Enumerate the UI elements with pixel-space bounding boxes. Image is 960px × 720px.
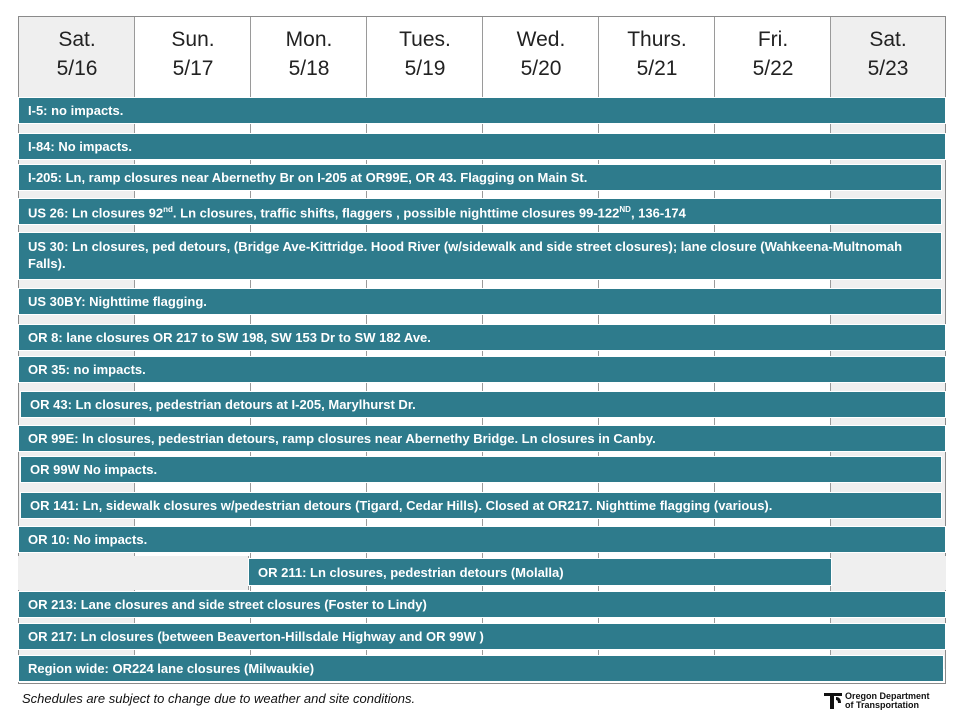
closure-row-or8 (18, 324, 946, 351)
closure-row-or217 (18, 623, 946, 650)
empty-cell (18, 556, 135, 590)
day-date: 5/21 (636, 57, 678, 80)
day-header (483, 17, 599, 97)
closure-row-or141 (20, 492, 942, 519)
day-header (831, 17, 945, 97)
day-name: Sat. (58, 28, 96, 51)
closure-row-or10 (18, 526, 946, 553)
closure-row-i84 (18, 133, 946, 160)
closure-text: OR 8: lane closures OR 217 to SW 198, SW 153 Dr to SW 182 Ave. (28, 330, 431, 345)
logo-line-1: Oregon Department (845, 691, 930, 701)
day-header (135, 17, 251, 97)
closure-text: OR 217: Ln closures (between Beaverton-Hillsdale Highway and OR 99W ) (28, 629, 484, 644)
logo-line-2: of Transportation (845, 700, 919, 710)
closure-text: OR 211: Ln closures, pedestrian detours (Molalla) (258, 564, 564, 580)
day-date: 5/20 (520, 57, 562, 80)
day-date: 5/22 (752, 57, 794, 80)
empty-cell (134, 556, 249, 590)
odot-logo (824, 690, 948, 712)
closure-text: OR 213: Lane closures and side street closures (Foster to Lindy) (28, 597, 427, 612)
day-name: Mon. (285, 28, 333, 51)
odot-logo-icon (824, 692, 842, 710)
day-name: Wed. (516, 28, 566, 51)
odot-logo-text (845, 692, 930, 710)
empty-cell (832, 556, 946, 590)
closure-row-i5 (18, 97, 946, 124)
closure-row-region-wide (18, 655, 944, 682)
closure-row-us30by (18, 288, 942, 315)
closure-text: OR 10: No impacts. (28, 532, 148, 547)
closure-row-us26 (18, 198, 942, 225)
closure-text: US 26: Ln closures 92nd. Ln closures, traffic shifts, flaggers , possible nighttime closures 99-122ND, 136-174 (28, 205, 686, 221)
closure-text: OR 99W No impacts. (30, 462, 158, 477)
closure-row-or43 (20, 391, 946, 418)
day-header (251, 17, 367, 97)
closure-text: US 30: Ln closures, ped detours, (Bridge Ave-Kittridge. Hood River (w/sidewalk and side street closures); lane closure (Wahkeena-Multnomah Falls). (28, 239, 903, 271)
day-date: 5/17 (172, 57, 214, 80)
day-date: 5/16 (56, 57, 98, 80)
closure-row-i205 (18, 164, 942, 191)
closure-row-or35 (18, 356, 946, 383)
day-date: 5/18 (288, 57, 330, 80)
day-header (367, 17, 483, 97)
closure-text: I-5: no impacts. (28, 103, 124, 118)
closure-row-or99e (18, 425, 946, 452)
day-name: Sun. (171, 28, 215, 51)
day-date: 5/23 (867, 57, 909, 80)
closure-text: I-84: No impacts. (28, 139, 133, 154)
day-header (599, 17, 715, 97)
closure-text: OR 99E: ln closures, pedestrian detours, ramp closures near Abernethy Bridge. Ln closures in Canby. (28, 431, 656, 446)
closure-text: I-205: Ln, ramp closures near Abernethy Br on I-205 at OR99E, OR 43. Flagging on Main St. (28, 170, 588, 185)
day-name: Sat. (869, 28, 907, 51)
closure-text: Region wide: OR224 lane closures (Milwaukie) (28, 661, 315, 676)
header-row (19, 17, 945, 98)
closure-row-us30 (18, 232, 942, 280)
day-header (715, 17, 831, 97)
day-name: Tues. (399, 28, 451, 51)
closure-text: OR 141: Ln, sidewalk closures w/pedestrian detours (Tigard, Cedar Hills). Closed at OR217. Nighttime flagging (various). (30, 498, 773, 513)
footnote: Schedules are subject to change due to weather and site conditions. (22, 691, 416, 706)
closure-row-or99w (20, 456, 942, 483)
closure-text: OR 43: Ln closures, pedestrian detours at I-205, Marylhurst Dr. (30, 397, 416, 412)
closure-row-or211 (248, 558, 832, 586)
day-header (19, 17, 135, 97)
day-name: Thurs. (627, 28, 687, 51)
closure-text: US 30BY: Nighttime flagging. (28, 294, 207, 309)
closure-row-or213 (18, 591, 946, 618)
day-date: 5/19 (404, 57, 446, 80)
day-name: Fri. (757, 28, 789, 51)
closure-text: OR 35: no impacts. (28, 362, 146, 377)
